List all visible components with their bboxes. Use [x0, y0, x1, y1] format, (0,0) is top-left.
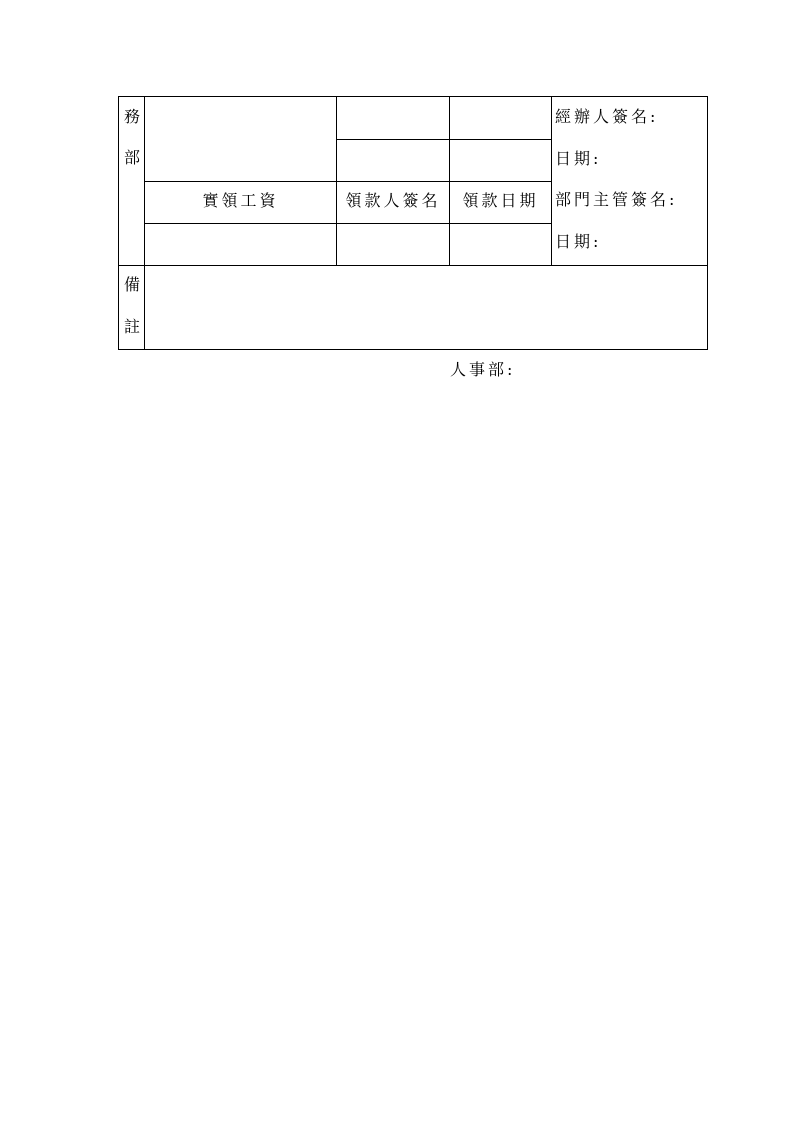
remarks-side-label-char: 備 — [123, 275, 140, 294]
handler-date-label: 日期: — [555, 149, 602, 168]
dept-side-label-char: 部 — [123, 148, 140, 167]
field-cell[interactable] — [450, 97, 551, 139]
handler-signature-label: 經辦人簽名: — [555, 107, 659, 126]
actual-wage-field[interactable] — [145, 224, 336, 265]
payee-signature-header: 領款人簽名 — [345, 191, 441, 210]
table-border-right — [707, 96, 708, 350]
payment-date-field[interactable] — [450, 224, 551, 265]
actual-wage-header: 實領工資 — [202, 191, 279, 210]
table-border-bottom — [118, 349, 708, 350]
hr-department-label: 人事部: — [450, 360, 516, 379]
supervisor-date-label: 日期: — [555, 232, 602, 251]
dept-side-label-char: 務 — [123, 107, 140, 126]
field-cell[interactable] — [337, 140, 449, 181]
wage-details-field[interactable] — [145, 97, 336, 181]
supervisor-signature-label: 部門主管簽名: — [555, 190, 678, 209]
remarks-side-label-char: 註 — [123, 317, 140, 336]
table-column-divider — [551, 96, 552, 266]
payee-signature-field[interactable] — [337, 224, 449, 265]
payroll-form-table — [118, 96, 708, 350]
payment-date-header: 領款日期 — [462, 191, 539, 210]
field-cell[interactable] — [337, 97, 449, 139]
field-cell[interactable] — [450, 140, 551, 181]
table-border-left — [118, 96, 119, 350]
table-row-divider — [144, 181, 551, 182]
remarks-field[interactable] — [145, 266, 707, 349]
